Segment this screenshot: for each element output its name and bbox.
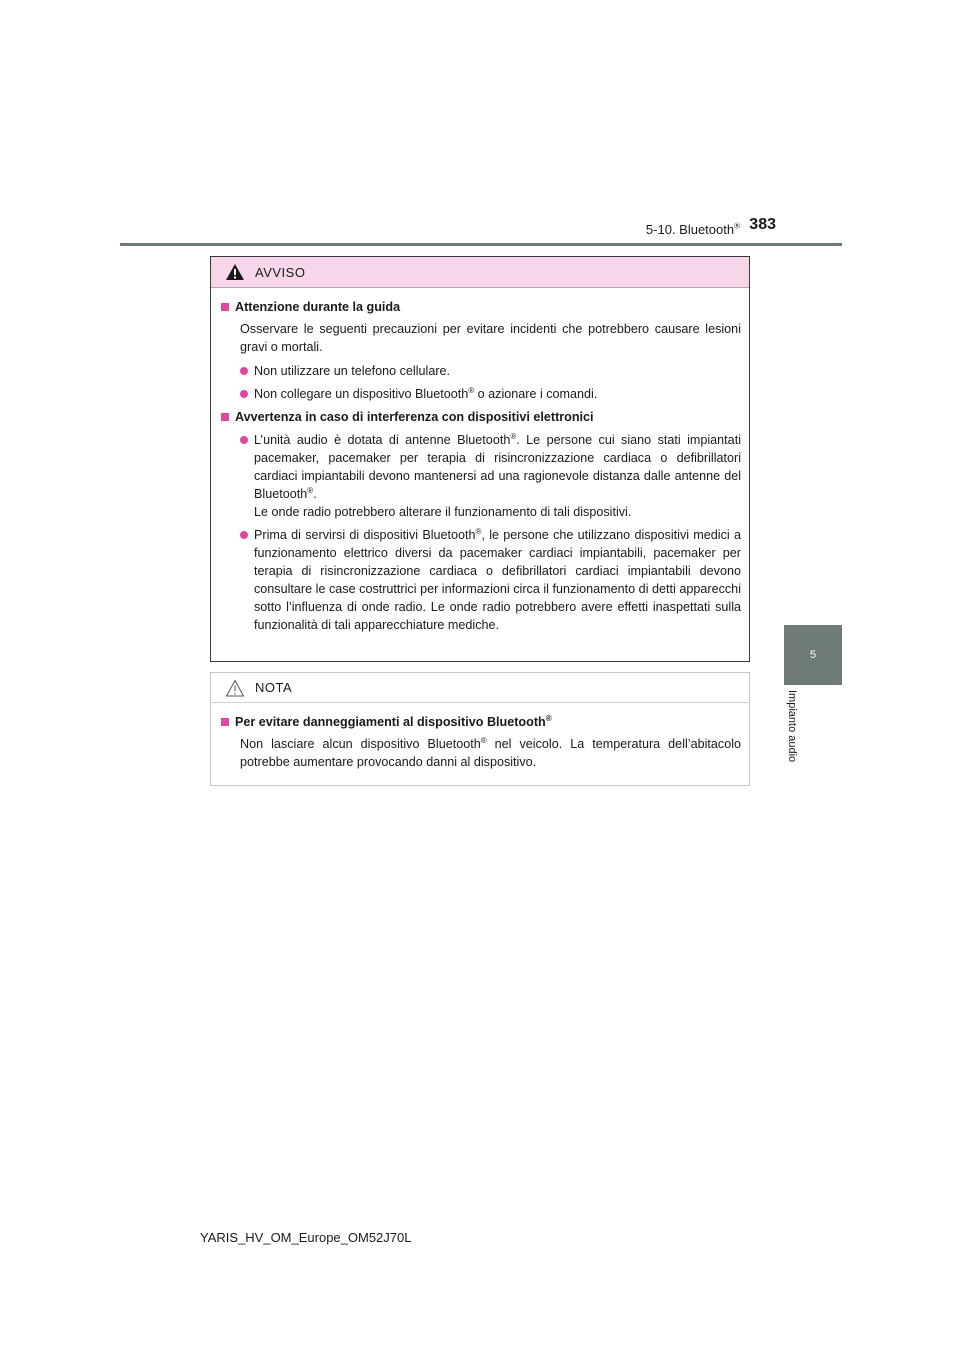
document-code: YARIS_HV_OM_Europe_OM52J70L [200, 1230, 412, 1245]
list-item-text [254, 385, 741, 403]
list-item [240, 431, 741, 521]
square-bullet-icon [221, 303, 229, 311]
text-part: Prima di servirsi di dispositivi Bluetooth [254, 528, 476, 542]
text-part: , le persone che utilizzano dispositivi medici a funzionamento elettrico diversi da pacemaker cardiaci impiantabili, pacemaker per terapia di risincronizzazione cardiaca o defibrillatori cardiaci impiantabili devono consultare le case costruttrici per informazioni circa il funzionamento di detti apparecchi sotto l’influenza di onde radio. Le onde radio potrebbero avere effetti inaspettati sulla funzionalità di tali apparecchiature mediche. [254, 528, 741, 632]
section-heading-text: Avvertenza in caso di interferenza con dispositivi elettronici [235, 410, 594, 424]
round-bullet-icon [240, 367, 248, 375]
warning-title: AVVISO [255, 264, 306, 280]
list-item-text: Non utilizzare un telefono cellulare. [254, 364, 451, 378]
registered-mark: ® [545, 713, 552, 723]
registered-mark: ® [468, 385, 475, 395]
section-title [600, 222, 740, 237]
text-part: o azionare i comandi. [474, 387, 598, 401]
text-part: Per evitare danneggiamenti al dispositivo Bluetooth [235, 715, 546, 729]
warning-box [210, 256, 750, 662]
list-item [240, 362, 741, 380]
registered-mark: ® [480, 735, 487, 745]
section-heading [221, 298, 741, 316]
warning-triangle-icon [225, 263, 245, 281]
square-bullet-icon [221, 413, 229, 421]
round-bullet-icon [240, 390, 248, 398]
section-heading [221, 713, 741, 731]
section-heading-text: Attenzione durante la guida [235, 300, 401, 314]
registered-mark: ® [307, 485, 314, 495]
warning-body [211, 288, 749, 634]
list-item-text [254, 431, 741, 521]
list-item [240, 526, 741, 634]
warning-header [211, 257, 749, 288]
round-bullet-icon [240, 436, 248, 444]
section-title-text: 5-10. Bluetooth [645, 222, 735, 237]
round-bullet-icon [240, 531, 248, 539]
registered-mark: ® [734, 221, 740, 231]
paragraph [240, 735, 741, 771]
text-part: . [313, 487, 317, 501]
list-item-text [254, 526, 741, 634]
page-number: 383 [749, 216, 776, 233]
registered-mark: ® [510, 431, 517, 441]
text-part: nel veicolo. La temperatura dell’abitacolo potrebbe aumentare provocando danni al dispositivo. [240, 737, 741, 769]
list-item [240, 385, 741, 403]
header-rule [120, 243, 842, 246]
note-header [211, 673, 749, 703]
section-heading-text [235, 713, 552, 731]
section-heading [221, 408, 741, 426]
caution-triangle-icon [225, 679, 245, 697]
text-part: Le onde radio potrebbero alterare il funzionamento di tali dispositivi. [254, 505, 632, 519]
note-title: NOTA [255, 680, 293, 695]
note-box [210, 672, 750, 786]
registered-mark: ® [475, 526, 482, 536]
square-bullet-icon [221, 718, 229, 726]
chapter-tab: 5 [784, 625, 842, 685]
text-part: Non lasciare alcun dispositivo Bluetooth [240, 737, 481, 751]
note-body [211, 703, 749, 771]
text-part: L’unità audio è dotata di antenne Bluetooth [254, 433, 511, 447]
chapter-label: Impianto audio [786, 690, 798, 763]
text-part: . Le persone cui siano stati impiantati pacemaker, pacemaker per terapia di risincronizzazione cardiaca o defibrillatori cardiaci impiantabili devono mantenersi ad una ragionevole distanza dalle antenne del Bluetooth [254, 433, 741, 501]
text-part: Non collegare un dispositivo Bluetooth [254, 387, 469, 401]
paragraph: Osservare le seguenti precauzioni per evitare incidenti che potrebbero causare lesioni gravi o mortali. [240, 322, 741, 354]
